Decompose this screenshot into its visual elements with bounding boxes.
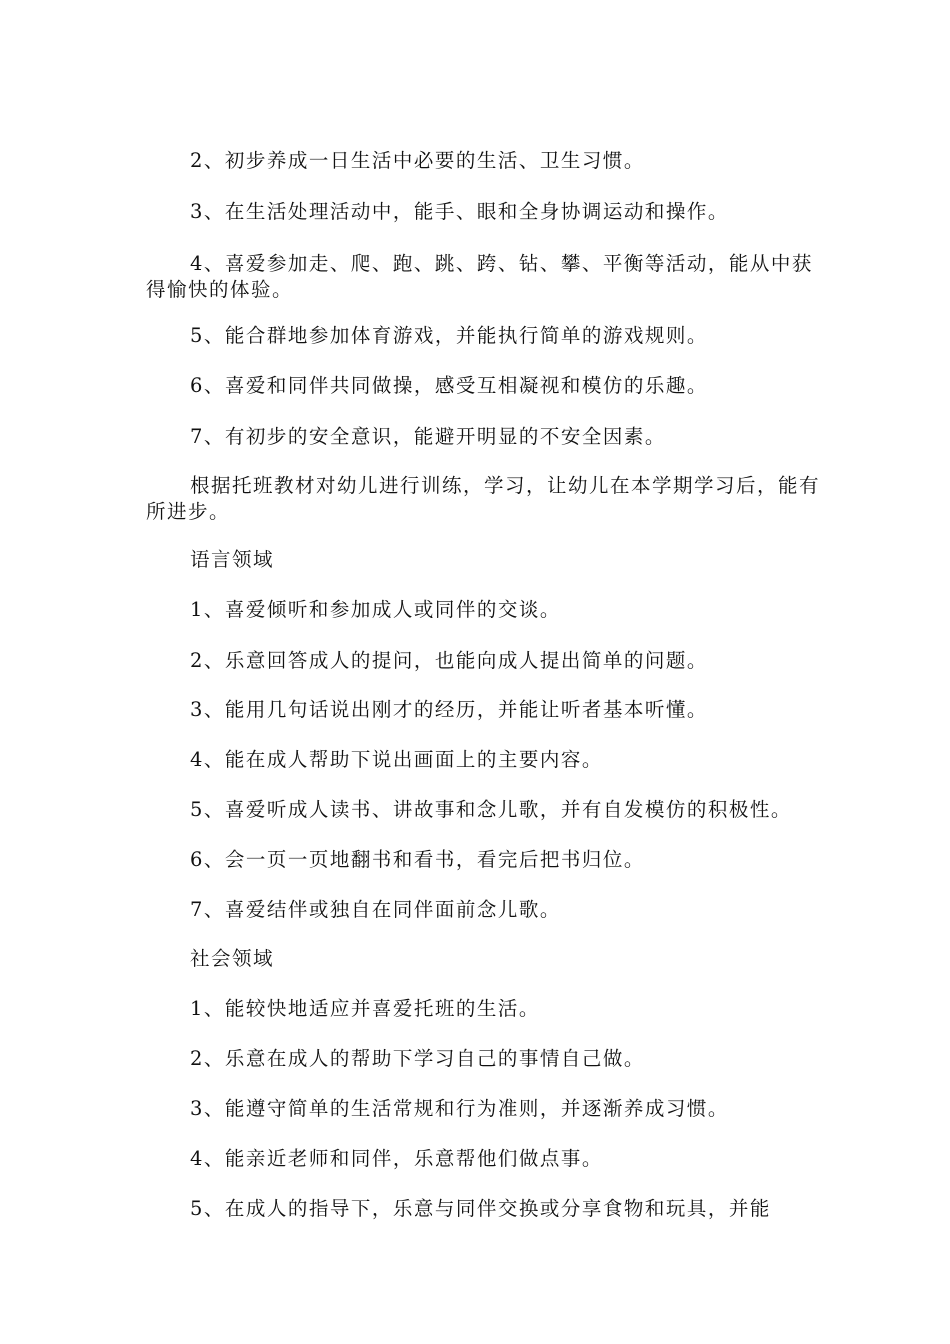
goal-item-6: 6、喜爱和同伴共同做操，感受互相凝视和模仿的乐趣。: [190, 374, 708, 397]
language-item-6: 6、会一页一页地翻书和看书，看完后把书归位。: [190, 848, 645, 871]
social-item-4: 4、能亲近老师和同伴，乐意帮他们做点事。: [190, 1147, 603, 1170]
language-item-3: 3、能用几句话说出刚才的经历，并能让听者基本听懂。: [190, 698, 708, 721]
social-item-3: 3、能遵守简单的生活常规和行为准则，并逐渐养成习惯。: [190, 1097, 729, 1120]
language-item-2: 2、乐意回答成人的提问，也能向成人提出简单的问题。: [190, 649, 708, 672]
social-item-2: 2、乐意在成人的帮助下学习自己的事情自己做。: [190, 1047, 645, 1070]
language-item-7: 7、喜爱结伴或独自在同伴面前念儿歌。: [190, 898, 561, 921]
goal-item-2: 2、初步养成一日生活中必要的生活、卫生习惯。: [190, 149, 645, 172]
summary-paragraph: 根据托班教材对幼儿进行训练，学习，让幼儿在本学期学习后，能有所进步。: [146, 474, 821, 523]
goal-item-3: 3、在生活处理活动中，能手、眼和全身协调运动和操作。: [190, 200, 729, 223]
goal-item-4: 4、喜爱参加走、爬、跑、跳、跨、钻、攀、平衡等活动，能从中获得愉快的体验。: [146, 252, 813, 301]
section-heading-social: 社会领域: [190, 947, 275, 970]
goal-item-5: 5、能合群地参加体育游戏，并能执行简单的游戏规则。: [190, 324, 708, 347]
language-item-4: 4、能在成人帮助下说出画面上的主要内容。: [190, 748, 603, 771]
section-heading-language: 语言领域: [190, 548, 275, 571]
goal-item-7: 7、有初步的安全意识，能避开明显的不安全因素。: [190, 425, 666, 448]
social-item-1: 1、能较快地适应并喜爱托班的生活。: [190, 997, 540, 1020]
social-item-5: 5、在成人的指导下，乐意与同伴交换或分享食物和玩具，并能: [190, 1197, 771, 1220]
language-item-5: 5、喜爱听成人读书、讲故事和念儿歌，并有自发模仿的积极性。: [190, 798, 792, 821]
language-item-1: 1、喜爱倾听和参加成人或同伴的交谈。: [190, 598, 561, 621]
